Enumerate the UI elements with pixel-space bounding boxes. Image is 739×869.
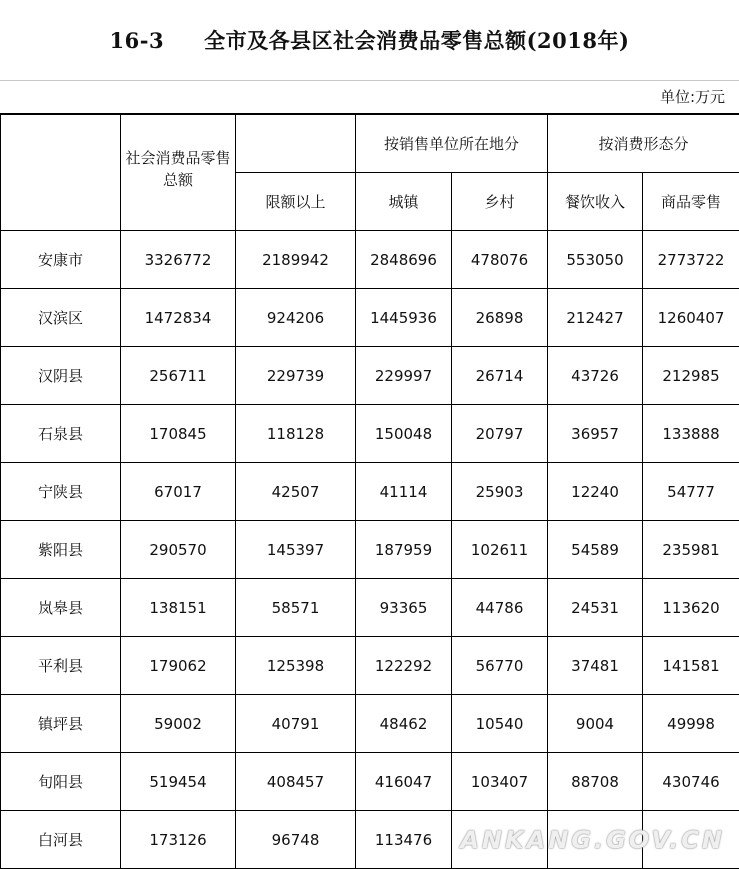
region-name: 石泉县	[1, 405, 121, 463]
table-cell: 44786	[452, 579, 548, 637]
table-cell: 141581	[643, 637, 739, 695]
table-cell: 1260407	[643, 289, 739, 347]
table-cell: 41114	[356, 463, 452, 521]
table-row	[1, 579, 739, 637]
table-cell: 408457	[236, 753, 356, 811]
table-row	[1, 405, 739, 463]
table-cell: 67017	[121, 463, 236, 521]
region-name: 安康市	[1, 231, 121, 289]
table-cell: 138151	[121, 579, 236, 637]
table-cell: 2773722	[643, 231, 739, 289]
table-cell: 118128	[236, 405, 356, 463]
table-row	[1, 695, 739, 753]
table-cell: 235981	[643, 521, 739, 579]
header-row-1	[1, 114, 739, 173]
table-cell: 58571	[236, 579, 356, 637]
region-name: 镇坪县	[1, 695, 121, 753]
region-name: 旬阳县	[1, 753, 121, 811]
watermark: ANKANG.GOV.CN	[460, 826, 725, 854]
table-cell: 113476	[356, 811, 452, 869]
table-cell: 145397	[236, 521, 356, 579]
header-goods: 商品零售	[643, 173, 739, 231]
table-cell: 553050	[548, 231, 643, 289]
table-cell: 173126	[121, 811, 236, 869]
table-cell: 54777	[643, 463, 739, 521]
header-blank	[1, 114, 121, 231]
table-cell: 125398	[236, 637, 356, 695]
table-cell: 2189942	[236, 231, 356, 289]
table-row	[1, 347, 739, 405]
retail-sales-table	[0, 113, 739, 869]
unit-label: 单位:万元	[660, 86, 725, 107]
table-cell: 88708	[548, 753, 643, 811]
table-cell: 187959	[356, 521, 452, 579]
unit-row	[0, 80, 739, 114]
region-name: 平利县	[1, 637, 121, 695]
table-cell: 26714	[452, 347, 548, 405]
table-number: 16-3	[110, 28, 165, 53]
table-cell: 1445936	[356, 289, 452, 347]
header-above-quota: 限额以上	[236, 173, 356, 231]
table-row	[1, 753, 739, 811]
table-row	[1, 231, 739, 289]
table-cell: 42507	[236, 463, 356, 521]
header-rural: 乡村	[452, 173, 548, 231]
table-cell: 37481	[548, 637, 643, 695]
table-cell: 59002	[121, 695, 236, 753]
header-group-form: 按消费形态分	[548, 114, 739, 173]
table-cell: 36957	[548, 405, 643, 463]
table-cell: 48462	[356, 695, 452, 753]
table-cell: 229739	[236, 347, 356, 405]
table-cell: 519454	[121, 753, 236, 811]
table-cell: 40791	[236, 695, 356, 753]
table-cell: 24531	[548, 579, 643, 637]
table-cell: 229997	[356, 347, 452, 405]
table-cell: 9004	[548, 695, 643, 753]
region-name: 紫阳县	[1, 521, 121, 579]
region-name: 汉滨区	[1, 289, 121, 347]
region-name: 宁陕县	[1, 463, 121, 521]
header-total: 社会消费品零售总额	[121, 114, 236, 231]
header-blank-sub	[236, 114, 356, 173]
table-row	[1, 463, 739, 521]
table-cell: 256711	[121, 347, 236, 405]
table-cell: 102611	[452, 521, 548, 579]
table-cell: 96748	[236, 811, 356, 869]
table-cell: 170845	[121, 405, 236, 463]
table-cell: 478076	[452, 231, 548, 289]
table-cell: 179062	[121, 637, 236, 695]
table-cell: 150048	[356, 405, 452, 463]
table-cell: 25903	[452, 463, 548, 521]
table-row	[1, 521, 739, 579]
table-cell: 12240	[548, 463, 643, 521]
table-cell: 3326772	[121, 231, 236, 289]
region-name: 白河县	[1, 811, 121, 869]
region-name: 岚皋县	[1, 579, 121, 637]
table-cell: 56770	[452, 637, 548, 695]
table-cell: 93365	[356, 579, 452, 637]
table-cell: 430746	[643, 753, 739, 811]
table-cell: 122292	[356, 637, 452, 695]
table-cell: 49998	[643, 695, 739, 753]
table-cell: 290570	[121, 521, 236, 579]
table-cell: 1472834	[121, 289, 236, 347]
table-cell: 924206	[236, 289, 356, 347]
table-cell: 43726	[548, 347, 643, 405]
table-cell: 103407	[452, 753, 548, 811]
table-cell: 10540	[452, 695, 548, 753]
region-name: 汉阴县	[1, 347, 121, 405]
table-cell: 54589	[548, 521, 643, 579]
page-title	[0, 0, 739, 80]
table-cell: 133888	[643, 405, 739, 463]
table-cell: 113620	[643, 579, 739, 637]
header-urban: 城镇	[356, 173, 452, 231]
table-row	[1, 637, 739, 695]
table-cell: 212427	[548, 289, 643, 347]
table-cell: 20797	[452, 405, 548, 463]
table-cell: 416047	[356, 753, 452, 811]
table-cell: 26898	[452, 289, 548, 347]
header-catering: 餐饮收入	[548, 173, 643, 231]
header-group-location: 按销售单位所在地分	[356, 114, 548, 173]
table-cell: 212985	[643, 347, 739, 405]
table-title: 全市及各县区社会消费品零售总额(2018年)	[204, 25, 629, 55]
table-row	[1, 289, 739, 347]
table-cell: 2848696	[356, 231, 452, 289]
